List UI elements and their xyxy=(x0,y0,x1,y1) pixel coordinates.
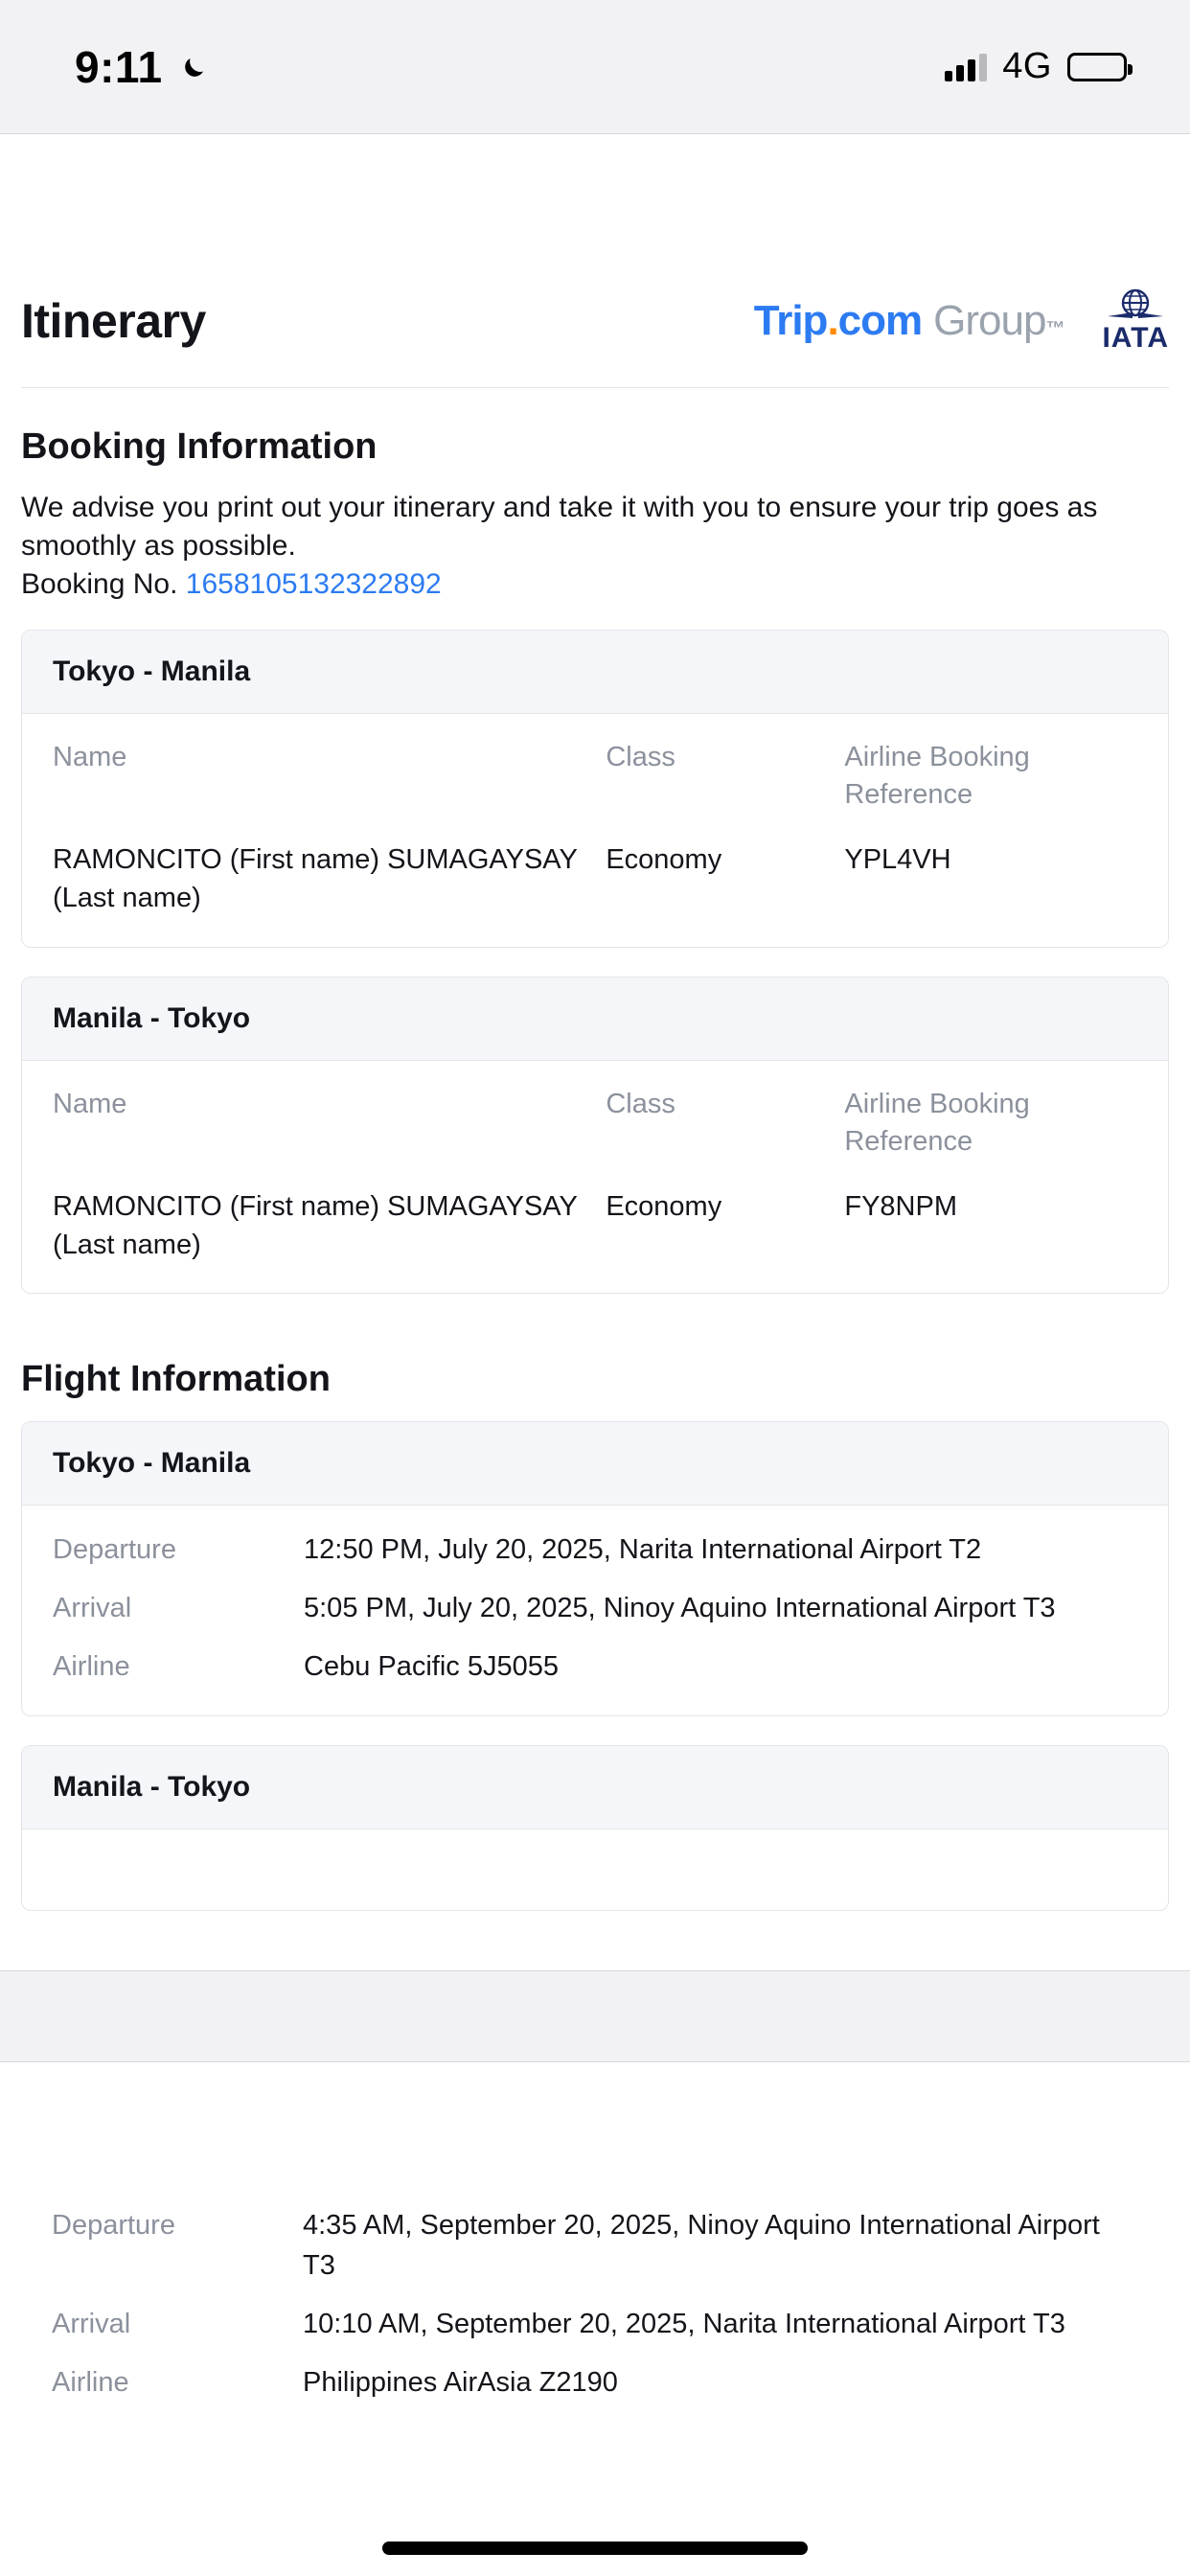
flight-card-body xyxy=(22,1506,1168,1716)
home-indicator[interactable] xyxy=(382,2542,808,2555)
booking-segment-card xyxy=(21,630,1169,947)
brand-logos xyxy=(754,288,1169,355)
booking-segment-card xyxy=(21,977,1169,1294)
flight-card-body-clipped xyxy=(22,1829,1168,1910)
iata-label: IATA xyxy=(1102,322,1169,354)
logo-group-text: Group xyxy=(933,297,1046,344)
print-advice-text: We advise you print out your itinerary and take it with you to ensure your trip goes as smoothly as possible. xyxy=(21,492,1098,562)
flight-card xyxy=(21,1745,1169,1911)
column-header-name: Name xyxy=(53,1088,127,1119)
booking-information-heading: Booking Information xyxy=(21,426,378,467)
flight-departure-row xyxy=(53,1530,1137,1589)
table-row xyxy=(53,840,1137,917)
departure-label: Departure xyxy=(53,1533,176,1565)
status-time: 9:11 xyxy=(75,41,163,92)
tripcom-group-logo xyxy=(754,297,1064,345)
crescent-moon-icon xyxy=(178,51,211,83)
booking-number-label: Booking No. xyxy=(21,568,178,601)
booking-segment-body xyxy=(22,1061,1168,1293)
passenger-table xyxy=(53,1086,1137,1264)
column-header-class: Class xyxy=(606,742,675,773)
flight-departure-row xyxy=(52,2206,1138,2304)
page-break-separator xyxy=(0,1970,1190,2062)
departure-value: 12:50 PM, July 20, 2025, Narita International Airport T2 xyxy=(304,1533,982,1565)
status-bar xyxy=(0,0,1190,134)
airline-value: Philippines AirAsia Z2190 xyxy=(303,2366,618,2398)
globe-wings-icon xyxy=(1106,288,1165,326)
table-header-row xyxy=(53,739,1137,840)
flight-airline-row xyxy=(52,2363,1138,2403)
itinerary-document xyxy=(0,134,1190,1911)
status-bar-right xyxy=(945,46,1127,87)
flight-route: Tokyo - Manila xyxy=(22,1422,1168,1506)
itinerary-document-page-2 xyxy=(0,2062,1190,2403)
battery-icon xyxy=(1067,53,1127,81)
logo-com-text: com xyxy=(837,297,923,344)
logo-dot-text: . xyxy=(827,297,838,344)
booking-segment-route: Tokyo - Manila xyxy=(22,631,1168,714)
flight-card xyxy=(21,1421,1169,1717)
column-header-airline-booking-reference: Airline Booking Reference xyxy=(844,1088,1030,1157)
airline-label: Airline xyxy=(52,2366,129,2398)
booking-segment-body xyxy=(22,714,1168,946)
passenger-table xyxy=(53,739,1137,917)
page-title: Itinerary xyxy=(21,294,206,348)
flight-information-heading: Flight Information xyxy=(21,1358,331,1399)
passenger-class: Economy xyxy=(606,1190,722,1222)
passenger-name: RAMONCITO (First name) SUMAGAYSAY (Last name) xyxy=(53,844,578,914)
column-header-airline-booking-reference: Airline Booking Reference xyxy=(844,742,1030,811)
network-type-label: 4G xyxy=(1002,46,1052,86)
airline-booking-reference: FY8NPM xyxy=(844,1190,957,1222)
departure-value: 4:35 AM, September 20, 2025, Ninoy Aquino International Airport T3 xyxy=(303,2210,1100,2281)
table-header-row xyxy=(53,1086,1137,1187)
arrival-label: Arrival xyxy=(52,2308,131,2339)
flight-route: Manila - Tokyo xyxy=(22,1746,1168,1829)
arrival-value: 10:10 AM, September 20, 2025, Narita International Airport T3 xyxy=(303,2308,1065,2339)
airline-label: Airline xyxy=(53,1651,130,1683)
column-header-class: Class xyxy=(606,1088,675,1119)
logo-trademark-text: ™ xyxy=(1045,318,1064,339)
passenger-class: Economy xyxy=(606,844,722,876)
arrival-value: 5:05 PM, July 20, 2025, Ninoy Aquino International Airport T3 xyxy=(304,1592,1056,1623)
document-header xyxy=(21,288,1169,387)
arrival-label: Arrival xyxy=(53,1592,132,1623)
table-row xyxy=(53,1187,1137,1264)
flight-arrival-row xyxy=(53,1589,1137,1647)
departure-label: Departure xyxy=(52,2210,175,2242)
status-bar-left xyxy=(75,41,211,93)
airline-value: Cebu Pacific 5J5055 xyxy=(304,1651,559,1683)
flight-airline-row xyxy=(53,1647,1137,1687)
flight-card-continued xyxy=(21,2206,1169,2403)
booking-segment-route: Manila - Tokyo xyxy=(22,978,1168,1061)
column-header-name: Name xyxy=(53,742,127,773)
logo-trip-text: Trip xyxy=(753,297,828,344)
airline-booking-reference: YPL4VH xyxy=(844,844,951,876)
booking-number-row xyxy=(21,568,1169,601)
passenger-name: RAMONCITO (First name) SUMAGAYSAY (Last name) xyxy=(53,1190,578,1260)
flight-arrival-row xyxy=(52,2305,1138,2363)
header-divider xyxy=(21,387,1169,388)
cellular-signal-icon xyxy=(945,53,987,81)
booking-number-value[interactable]: 1658105132322892 xyxy=(185,568,442,601)
iata-logo xyxy=(1102,288,1169,355)
